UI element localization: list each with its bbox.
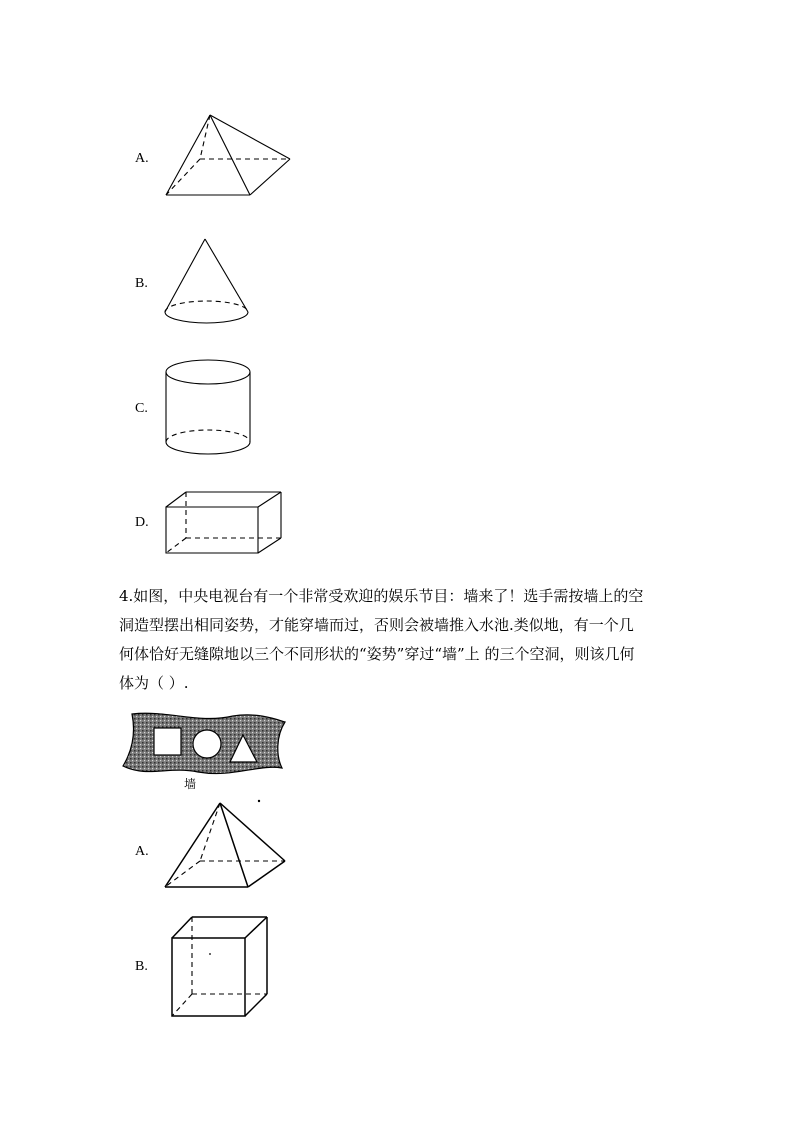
question-line: 体为（ ）. xyxy=(119,674,189,692)
cylinder-icon xyxy=(160,355,260,465)
option-label: B. xyxy=(135,276,148,291)
question-line: 4.如图，中央电视台有一个非常受欢迎的娱乐节目：墙来了！选手需按墙上的空 xyxy=(119,587,644,605)
option-label: D. xyxy=(135,515,149,530)
cuboid-icon xyxy=(160,485,290,560)
option-label: A. xyxy=(135,844,149,859)
option-label: B. xyxy=(135,959,148,974)
wall-caption: 墙 xyxy=(184,777,197,791)
cube-icon xyxy=(160,910,275,1025)
option-label: A. xyxy=(135,151,149,166)
option-label: C. xyxy=(135,401,148,416)
pyramid-icon xyxy=(160,110,300,200)
question-line: 何体恰好无缝隙地以三个不同形状的“姿势”穿过“墙”上 的三个空洞，则该几何 xyxy=(119,645,635,663)
cone-icon xyxy=(160,235,260,335)
question-line: 洞造型摆出相同姿势，才能穿墙而过，否则会被墙推入水池.类似地，有一个几 xyxy=(119,616,634,634)
wall-icon xyxy=(118,706,293,781)
question-4-text xyxy=(119,582,679,698)
pyramid-icon xyxy=(160,795,295,895)
